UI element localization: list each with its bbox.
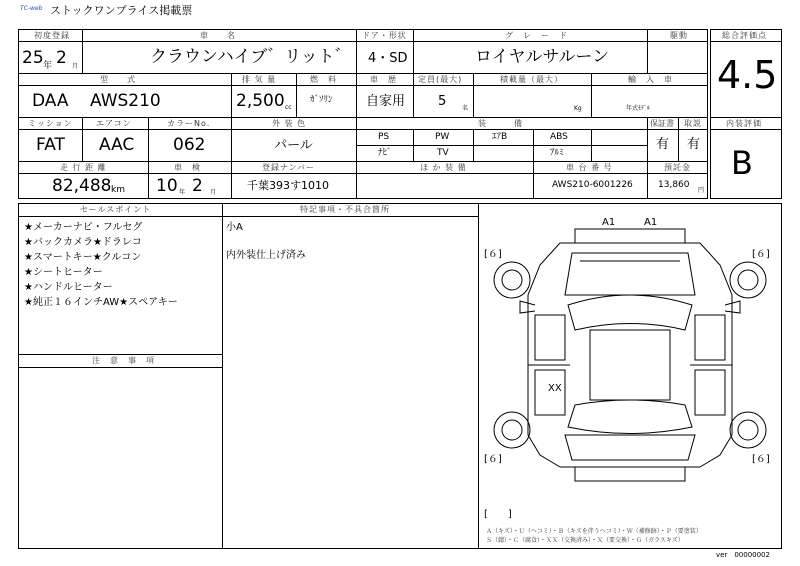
damage-mark: A1 [644,217,658,228]
label-manual: 取説 [684,119,702,128]
label-mileage: 走 行 距 離 [60,163,107,172]
damage-mark-xx: XX [548,383,562,394]
label-import: 輸 入 車 [628,75,673,84]
reg-number: 千葉393す1010 [247,179,329,192]
label-drive: 駆動 [670,31,688,40]
equip-ps: PS [378,132,390,142]
special-note: 小A [226,222,243,233]
damage-mark: A1 [602,217,616,228]
car-damage-diagram [480,205,780,525]
label-recycle-fee: 預託金 [664,163,691,172]
color-no: 062 [173,135,206,155]
tire-depth-rr: [６] [752,454,770,465]
label-sales-points: セールスポイント [80,205,152,214]
label-displacement: 排 気 量 [242,75,277,84]
label-exterior-color: 外 装 色 [272,119,307,128]
equip-airbag: ｴｱB [492,132,508,142]
mission: FAT [36,135,65,155]
fuel: ｶﾞｿﾘﾝ [310,95,333,105]
displacement: 2,500 [236,91,285,111]
label-fuel: 燃 料 [310,75,337,84]
inspection-month: 2 [192,176,203,196]
label-history: 車 歴 [370,75,397,84]
label-first-reg: 初度登録 [34,31,70,40]
label-overall-grade: 総合評価点 [722,31,767,40]
special-note: 内外装仕上げ済み [226,250,306,261]
spare-tire-depth: [ ] [484,509,512,520]
aircon: AAC [99,135,135,155]
equip-abs: ABS [550,132,568,142]
chassis-no: AWS210-6001226 [552,180,633,190]
label-capacity: 定員(最大) [418,75,463,84]
unit-insp-month: 月 [210,189,217,196]
history: 自家用 [366,94,406,109]
reg-year: 25 [22,48,44,68]
model-prefix: DAA [32,91,69,111]
label-grade: グ レ ー ド [505,31,568,40]
car-name: クラウンハイブ゛リット゛ [150,47,352,67]
label-caution: 注 意 事 項 [92,356,155,365]
sales-point: ★シートヒーター [24,267,103,278]
sales-point: ★スマートキー★クルコン [24,252,142,263]
tire-depth-rl: [６] [484,454,502,465]
equip-alumi: ｱﾙﾐ [550,148,564,158]
unit-kg: Kg [574,105,582,112]
label-reg-number: 登録ナンバー [262,163,316,172]
interior-grade: B [731,144,753,182]
door-type: 4・SD [368,51,408,66]
label-color-no: カラーNo. [167,119,211,128]
label-door-type: ドア・形状 [362,31,407,40]
page-title: ストックワンプライス掲載票 [50,4,193,17]
unit-km: km [111,185,125,195]
label-aircon: エアコン [96,119,132,128]
model: AWS210 [90,91,161,111]
unit-people: 名 [462,105,469,112]
tire-depth-fr: [６] [752,249,770,260]
inspection-year: 10 [156,176,178,196]
sales-point: ★純正１６インチAW★スペアキー [24,297,178,308]
equip-navi: ﾅﾋﾞ [378,148,392,158]
logo: TC-web [20,5,43,12]
grade: ロイヤルサルーン [475,47,610,67]
overall-grade: 4.5 [717,53,778,97]
sales-point: ★バックカメラ★ドラレコ [24,237,142,248]
capacity: 5 [438,94,447,109]
unit-model-year: 年式ﾓﾃﾞﾙ [626,105,651,112]
unit-year: 年 [43,61,53,71]
label-mission: ミッション [28,119,73,128]
unit-cc: cc [285,104,292,111]
label-special-notes: 特記事項・不具合箇所 [300,205,390,214]
unit-month: 月 [72,63,79,70]
label-equipment: 装 備 [478,119,523,128]
exterior-color: パール [274,138,313,153]
unit-insp-year: 年 [179,189,186,196]
label-warranty: 保証書 [650,119,674,128]
sales-point: ★メーカーナビ・フルセグ [24,222,143,233]
label-car-name: 車 名 [200,31,236,40]
label-chassis-no: 車 台 番 号 [566,163,613,172]
mileage: 82,488 [52,176,112,196]
reg-month: 2 [56,48,67,68]
warranty: 有 [656,137,670,152]
equip-pw: PW [435,132,450,142]
label-interior-grade: 内装評価 [726,119,762,128]
equip-tv: TV [437,148,449,158]
label-other-equipment: ほ か 装 備 [420,163,467,172]
recycle-fee: 13,860 [658,180,690,190]
label-load: 積載量（最大） [500,75,563,84]
label-model: 型 式 [100,75,136,84]
label-inspection: 車 検 [174,163,201,172]
tire-depth-fl: [６] [484,249,502,260]
damage-legend: Ｓ（錆）・Ｃ（腐食）・ＸＸ（交換済み）・Ｘ（要交換）・Ｇ（ガラスキズ） [486,537,684,544]
damage-legend: Ａ（キズ）・Ｕ（ヘコミ）・Ｂ（キズを伴うヘコミ）・Ｗ（補修跡）・Ｐ（要塗装） [486,528,702,535]
version: ver 00000002 [716,551,770,559]
unit-yen: 円 [698,187,705,194]
manual: 有 [687,137,701,152]
sales-point: ★ハンドルヒーター [24,282,113,293]
